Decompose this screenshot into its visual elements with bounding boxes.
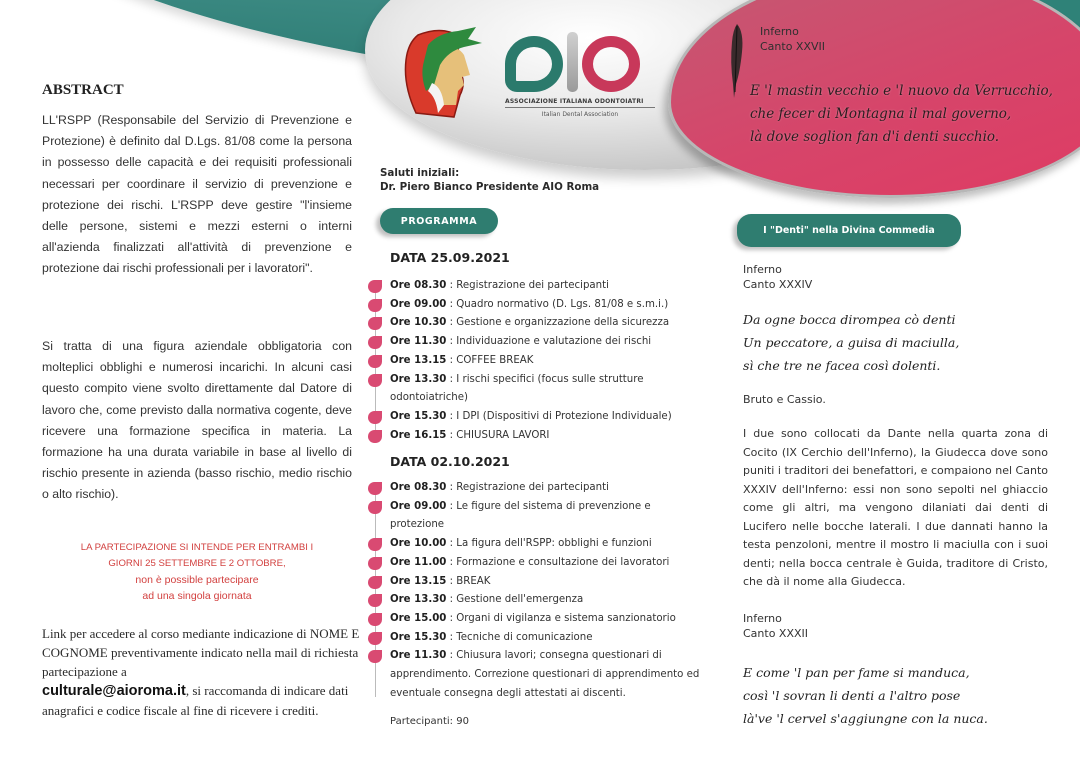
quote-description: I due sono collocati da Dante nella quarta zona di Cocito (IX Cerchio dell'Inferno), la Giudecca dove sono puniti i traditori dei benefattori, e compaiono nel Canto XXXIV dell'Inferno: essi non sono sepolti nel ghiaccio come gli altri, ma vengono dilaniati dai denti di Lucifero nelle bocche laterali. I due dannati hanno la testa penzoloni, mentre il mostro li maciulla con i suoi denti; nella bocca centrale è Guida, traditore di Cristo, che dà il nome alla Giudecca. <box>743 427 1048 588</box>
timeline-marker-icon <box>368 336 382 349</box>
item-time: Ore 09.00 <box>390 298 447 310</box>
org-name-en: Italian Dental Association <box>541 111 619 118</box>
verse-line: sì che tre ne facea così dolenti. <box>743 358 941 373</box>
day-1-date: DATA 25.09.2021 <box>390 250 510 265</box>
schedule-item <box>366 408 706 427</box>
item-time: Ore 11.30 <box>390 336 447 348</box>
item-text: : COFFEE BREAK <box>446 354 534 366</box>
schedule-item <box>366 427 706 446</box>
greetings-speaker: Dr. Piero Bianco Presidente AIO Roma <box>380 181 600 193</box>
schedule-item <box>366 296 706 315</box>
item-text: : Chiusura lavori; consegna questionari di apprendimento. Correzione questionari di apprendimento ed eventuale consegna degli attestati ai discenti. <box>390 650 700 699</box>
schedule-item <box>366 314 706 333</box>
aio-logo <box>505 30 655 130</box>
timeline-marker-icon <box>368 650 382 663</box>
quote-1-work: Inferno <box>743 263 782 276</box>
item-text: : Gestione e organizzazione della sicurezza <box>446 317 670 329</box>
timeline-marker-icon <box>368 501 382 514</box>
timeline-marker-icon <box>368 538 382 551</box>
item-time: Ore 15.30 <box>390 631 447 643</box>
verse-line: che fecer di Montagna il mal governo, <box>750 106 1012 122</box>
timeline-marker-icon <box>368 430 382 443</box>
participation-notice <box>42 540 352 604</box>
item-time: Ore 16.15 <box>390 429 447 441</box>
schedule-item <box>366 535 706 554</box>
quote-2-work: Inferno <box>743 612 782 625</box>
quill-icon <box>728 22 746 100</box>
item-text: : Registrazione dei partecipanti <box>446 280 609 291</box>
dante-logo-icon <box>398 25 488 120</box>
aio-o-glyph <box>582 36 640 92</box>
timeline-marker-icon <box>368 299 382 312</box>
timeline-marker-icon <box>368 594 382 607</box>
quote-subject: Bruto e Cassio. <box>743 393 826 406</box>
notice-line: GIORNI 25 SETTEMBRE E 2 OTTOBRE, <box>108 558 286 569</box>
aio-i-glyph <box>567 32 578 92</box>
schedule-item <box>366 573 706 592</box>
timeline-marker-icon <box>368 355 382 368</box>
quote-1-source <box>743 262 812 292</box>
item-time: Ore 15.00 <box>390 612 447 624</box>
schedule-item <box>366 629 706 648</box>
timeline-marker-icon <box>368 613 382 626</box>
schedule-item <box>366 352 706 371</box>
item-time: Ore 10.00 <box>390 538 447 550</box>
link-instructions <box>42 624 362 720</box>
org-name: ASSOCIAZIONE ITALIANA ODONTOIATRI <box>505 98 655 108</box>
item-text: : La figura dell'RSPP: obblighi e funzioni <box>446 538 652 550</box>
item-time: Ore 11.30 <box>390 650 447 662</box>
schedule-item <box>366 371 706 408</box>
quote-2-source <box>743 611 808 641</box>
verse-line: là dove soglion fan d'i denti succhio. <box>750 129 1000 145</box>
item-time: Ore 13.15 <box>390 354 447 366</box>
greetings-label: Saluti iniziali: <box>380 167 460 179</box>
item-time: Ore 11.00 <box>390 556 447 568</box>
link-instructions-before: Link per accedere al corso mediante indicazione di NOME E COGNOME preventivamente indicato nella mail di richiesta partecipazione a <box>42 626 360 679</box>
quote-1-verse <box>743 308 959 377</box>
schedule-item <box>366 647 706 703</box>
item-time: Ore 09.00 <box>390 500 447 512</box>
opening-greetings <box>380 166 599 194</box>
abstract-title: ABSTRACT <box>42 82 124 98</box>
item-time: Ore 15.30 <box>390 410 447 422</box>
top-quote-verse <box>750 80 1053 149</box>
schedule-item <box>366 479 706 498</box>
day-2-date: DATA 02.10.2021 <box>390 454 510 469</box>
schedule-item <box>366 333 706 352</box>
verse-line: E 'l mastin vecchio e 'l nuovo da Verrucchio, <box>750 83 1053 99</box>
item-time: Ore 08.30 <box>390 482 447 493</box>
top-quote-work: Inferno <box>760 25 799 38</box>
participants-count: Partecipanti: 90 <box>390 716 469 727</box>
aio-letters-icon <box>505 30 655 92</box>
item-text: : I rischi specifici (focus sulle strutture odontoiatriche) <box>390 373 644 404</box>
timeline-marker-icon <box>368 632 382 645</box>
item-time: Ore 08.30 <box>390 280 447 291</box>
quote-1-canto: Canto XXXIV <box>743 278 813 291</box>
item-text: : Organi di vigilanza e sistema sanzionatorio <box>446 612 676 624</box>
notice-line: non è possible partecipare <box>135 574 259 586</box>
top-quote-canto: Canto XXVII <box>760 40 826 53</box>
top-quote-source <box>760 24 825 54</box>
timeline-marker-icon <box>368 374 382 387</box>
abstract-paragraph-2: Si tratta di una figura aziendale obbligatoria con molteplici obblighi e numerosi incarichi. In alcuni casi questo compito viene svolto direttamente dal Datore di lavoro che, come previsto dalla normativa cogente, deve ricevere una formazione specifica in materia. La formazione ha una durata variabile in base al livello di rischio presente in azienda (basso rischio, medio rischio o alto rischio). <box>42 339 352 502</box>
timeline-marker-icon <box>368 557 382 570</box>
item-time: Ore 13.30 <box>390 594 447 606</box>
aio-a-glyph <box>505 36 563 92</box>
quote-2-canto: Canto XXXII <box>743 627 809 640</box>
verse-line: E come 'l pan per fame si manduca, <box>743 665 970 680</box>
item-text: : Individuazione e valutazione dei rischi <box>446 336 652 348</box>
programma-badge: PROGRAMMA <box>380 208 498 234</box>
quote-2-verse <box>743 661 988 730</box>
schedule-item <box>366 498 706 535</box>
item-text: : Quadro normativo (D. Lgs. 81/08 e s.m.i.) <box>446 298 669 310</box>
notice-line: ad una singola giornata <box>142 590 252 602</box>
schedule-item <box>366 554 706 573</box>
notice-line: LA PARTECIPAZIONE SI INTENDE PER ENTRAMBI I <box>80 542 314 553</box>
item-text: : Tecniche di comunicazione <box>446 631 593 643</box>
day-2-schedule <box>366 479 706 703</box>
verse-line: là've 'l cervel s'aggiungne con la nuca. <box>743 711 988 726</box>
item-text: : Registrazione dei partecipanti <box>446 482 609 493</box>
abstract-paragraph-1: LL'RSPP (Responsabile del Servizio di Prevenzione e Protezione) è definito dal D.Lgs. 81/08 come la persona in possesso delle capacità e dei requisiti professionali necessari per coordinare il servizio di prevenzione e protezione dei rischi. L'RSPP deve gestire "l'insieme delle persone, sistemi e mezzi esterni o interni all'azienda finalizzati all'attività di prevenzione e protezione dai rischi professionali per i lavoratori". <box>42 113 352 276</box>
timeline-marker-icon <box>368 317 382 330</box>
verse-line: Un peccatore, a guisa di maciulla, <box>743 335 960 350</box>
day-1-schedule <box>366 277 706 445</box>
item-text: : BREAK <box>446 575 491 587</box>
item-text: : Formazione e consultazione dei lavoratori <box>446 556 670 568</box>
timeline-marker-icon <box>368 576 382 589</box>
item-time: Ore 10.30 <box>390 317 447 329</box>
schedule-item <box>366 591 706 610</box>
verse-line: Da ogne bocca dirompea cò denti <box>743 312 956 327</box>
item-text: : I DPI (Dispositivi di Protezione Individuale) <box>446 410 672 422</box>
timeline-marker-icon <box>368 411 382 424</box>
item-text: : Le figure del sistema di prevenzione e protezione <box>390 500 651 531</box>
email-link[interactable]: culturale@aioroma.it <box>42 683 186 699</box>
schedule-item <box>366 610 706 629</box>
item-text: : CHIUSURA LAVORI <box>446 429 550 441</box>
verse-line: così 'l sovran li denti a l'altro pose <box>743 688 961 703</box>
timeline-marker-icon <box>368 280 382 293</box>
item-text: : Gestione dell'emergenza <box>446 594 584 606</box>
schedule-item <box>366 277 706 296</box>
timeline-marker-icon <box>368 482 382 495</box>
denti-section-badge: I "Denti" nella Divina Commedia <box>737 214 961 247</box>
item-time: Ore 13.30 <box>390 373 447 385</box>
link-instructions-after: , si raccomanda di indicare dati anagrafici e codice fiscale al fine di ricevere i crediti. <box>42 683 349 718</box>
item-time: Ore 13.15 <box>390 575 447 587</box>
